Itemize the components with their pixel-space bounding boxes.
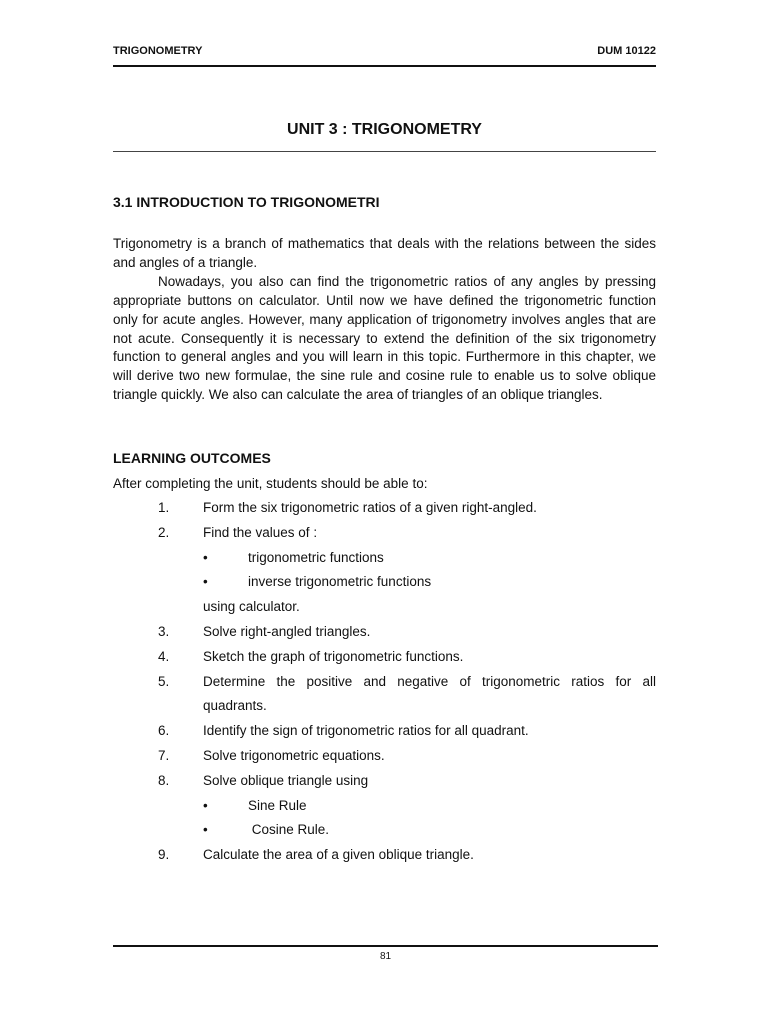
item-number: 3. xyxy=(158,623,170,639)
sub-item-text: inverse trigonometric functions xyxy=(248,574,432,590)
bullet-icon: • xyxy=(203,797,208,813)
list-item xyxy=(113,822,656,847)
item-number: 4. xyxy=(158,648,170,664)
item-number: 6. xyxy=(158,723,170,739)
list-item xyxy=(113,525,656,550)
list-item xyxy=(113,798,656,823)
footer-divider xyxy=(113,945,658,947)
intro-paragraph-2: Nowadays, you also can find the trigonometric ratios of any angles by pressing appropriate buttons on calculator. Until now we have defined the trigonometric function only for acute angles. However, many application of trigonometry involves angles that are not acute. Consequently it is necessary to extend the definition of the six trigonometry function to general angles and you will learn in this topic. Furthermore in this chapter, we will derive two new formulae, the sine rule and cosine rule to enable us to solve oblique triangle quickly. We also can calculate the area of triangles of an oblique triangles. xyxy=(113,273,656,403)
list-item xyxy=(113,698,656,723)
header-course-title: TRIGONOMETRY xyxy=(113,45,203,57)
list-item xyxy=(113,847,656,872)
item-text: Identify the sign of trigonometric ratios for all quadrant. xyxy=(203,723,529,739)
item-text: Sketch the graph of trigonometric functions. xyxy=(203,648,464,664)
sub-item-text: Sine Rule xyxy=(248,797,307,813)
item-text: Form the six trigonometric ratios of a given right-angled. xyxy=(203,500,537,515)
list-item xyxy=(113,723,656,748)
item-number: 7. xyxy=(158,747,170,763)
list-item xyxy=(113,624,656,649)
item-text: Solve right-angled triangles. xyxy=(203,623,371,639)
item-continuation-text: using calculator. xyxy=(203,599,300,615)
learning-outcomes-lead: After completing the unit, students should be able to: xyxy=(113,476,428,491)
item-text: Find the values of : xyxy=(203,524,318,540)
list-item xyxy=(113,599,656,624)
item-text: Solve trigonometric equations. xyxy=(203,747,385,763)
item-number: 2. xyxy=(158,524,170,540)
title-divider xyxy=(113,151,656,152)
list-item xyxy=(113,550,656,575)
learning-outcomes-heading: LEARNING OUTCOMES xyxy=(113,450,271,466)
item-text: Calculate the area of a given oblique triangle. xyxy=(203,847,474,863)
sub-item-text: trigonometric functions xyxy=(248,549,384,565)
page-number: 81 xyxy=(379,951,392,962)
list-item xyxy=(113,649,656,674)
page-header xyxy=(113,45,656,67)
item-number: 8. xyxy=(158,772,170,788)
intro-paragraph-1: Trigonometry is a branch of mathematics that deals with the relations between the sides and angles of a triangle. xyxy=(113,236,656,270)
section-heading: 3.1 INTRODUCTION TO TRIGONOMETRI xyxy=(113,194,380,210)
item-number: 1. xyxy=(158,500,170,515)
learning-outcomes-list xyxy=(113,500,656,872)
unit-title: UNIT 3 : TRIGONOMETRY xyxy=(287,121,482,138)
list-item xyxy=(113,748,656,773)
item-text: Solve oblique triangle using xyxy=(203,772,369,788)
item-continuation-text: quadrants. xyxy=(203,698,267,714)
list-item xyxy=(113,500,656,525)
bullet-icon: • xyxy=(203,549,208,565)
header-course-code: DUM 10122 xyxy=(597,45,656,57)
item-number: 5. xyxy=(158,673,170,689)
sub-item-text: Cosine Rule. xyxy=(248,822,330,838)
list-item xyxy=(113,674,656,699)
intro-text xyxy=(113,235,656,405)
bullet-icon: • xyxy=(203,822,208,838)
item-text: Determine the positive and negative of trigonometric ratios for all xyxy=(203,673,656,689)
list-item xyxy=(113,773,656,798)
bullet-icon: • xyxy=(203,574,208,590)
list-item xyxy=(113,574,656,599)
item-number: 9. xyxy=(158,847,170,863)
